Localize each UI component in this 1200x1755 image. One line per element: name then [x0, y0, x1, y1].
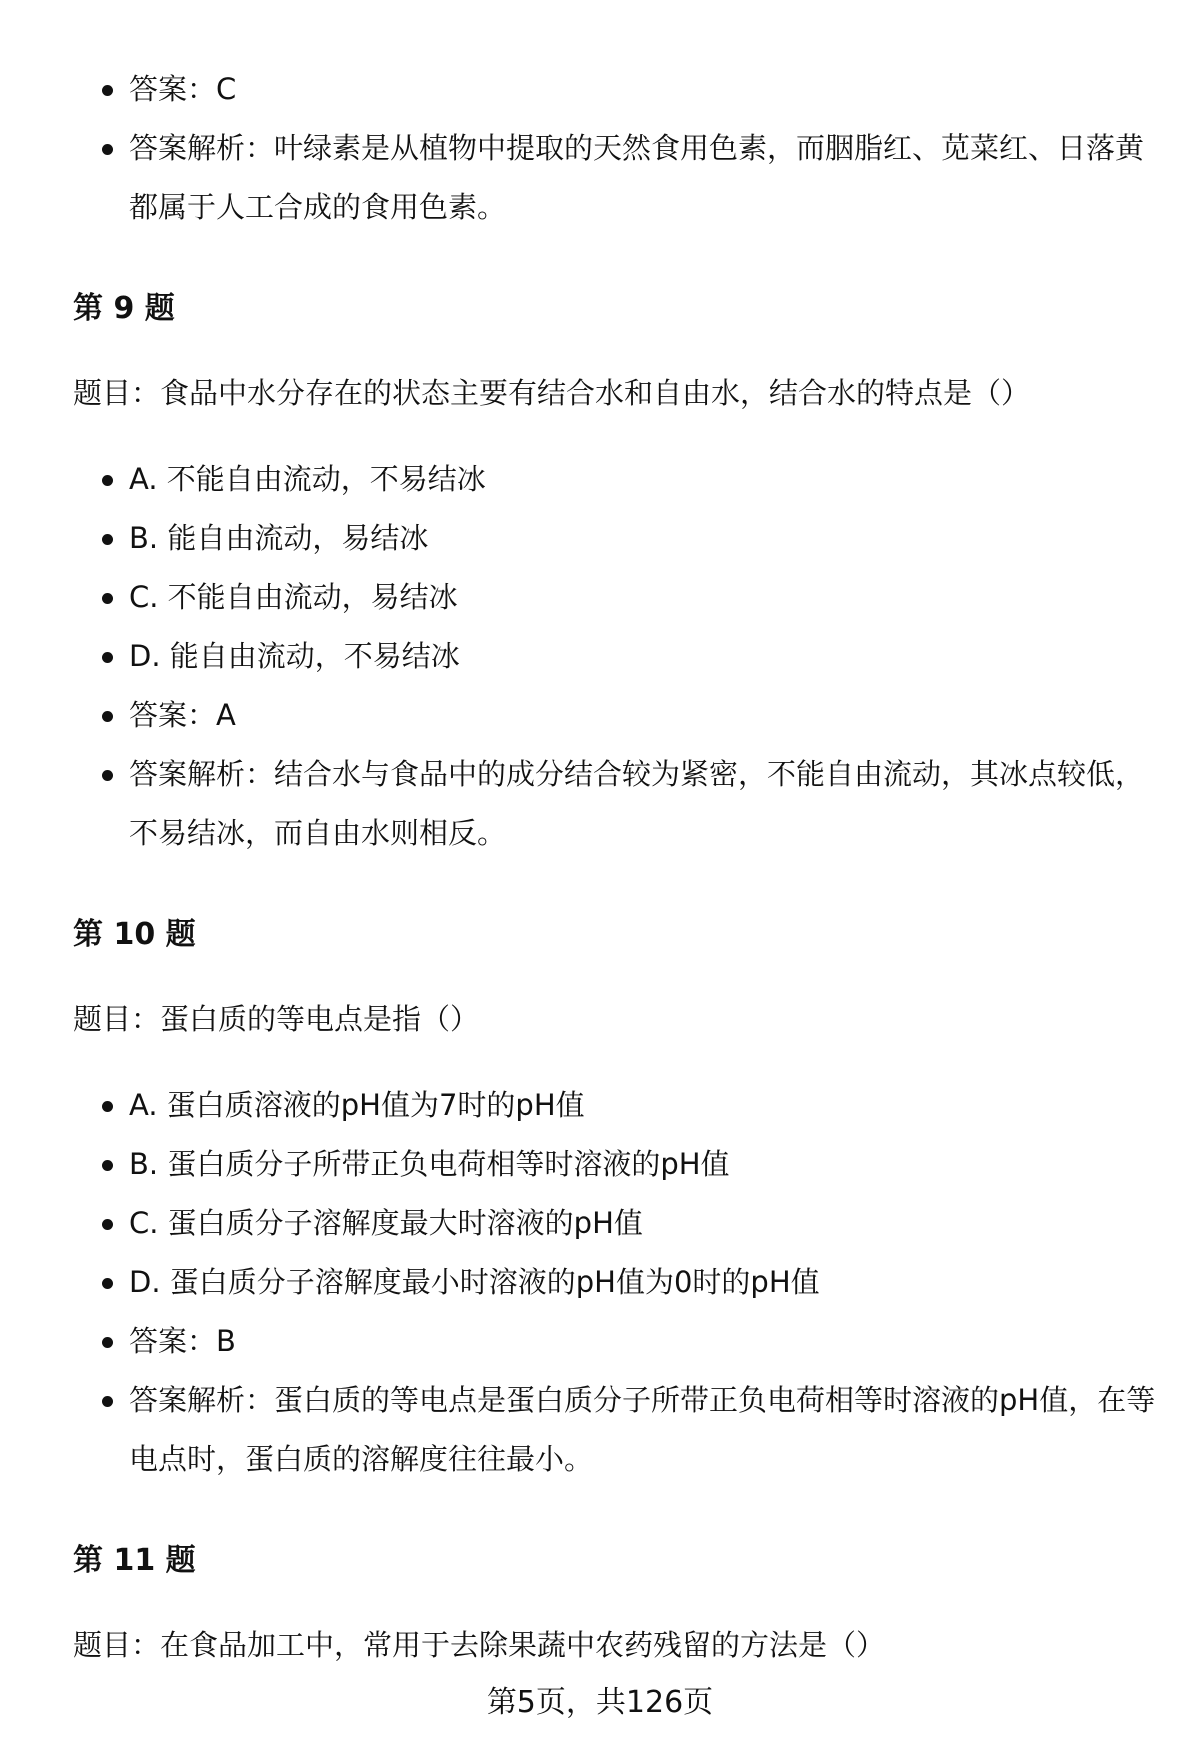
- question-heading: 第 11 题: [73, 1543, 196, 1578]
- option-c: C. 不能自由流动，易结冰: [73, 568, 1163, 627]
- option-a: A. 蛋白质溶液的pH值为7时的pH值: [73, 1076, 1163, 1135]
- question-heading: 第 9 题: [73, 291, 175, 326]
- page-footer: 第5页，共126页: [486, 1685, 714, 1720]
- question-prompt: 题目：食品中水分存在的状态主要有结合水和自由水，结合水的特点是（）: [73, 376, 1031, 410]
- answer: 答案：A: [73, 686, 1163, 745]
- option-a: A. 不能自由流动，不易结冰: [73, 450, 1163, 509]
- option-list: [73, 450, 1163, 863]
- question-9: [73, 289, 1163, 863]
- option-b: B. 能自由流动，易结冰: [73, 509, 1163, 568]
- answer-explanation: 答案解析：结合水与食品中的成分结合较为紧密，不能自由流动，其冰点较低，不易结冰，而自由水则相反。: [73, 745, 1163, 863]
- option-c: C. 蛋白质分子溶解度最大时溶液的pH值: [73, 1194, 1163, 1253]
- answer: 答案：B: [73, 1312, 1163, 1371]
- intro-list: [73, 60, 1163, 237]
- question-10: [73, 915, 1163, 1489]
- option-b: B. 蛋白质分子所带正负电荷相等时溶液的pH值: [73, 1135, 1163, 1194]
- document-page: [73, 60, 1163, 1702]
- answer-explanation: 答案解析：蛋白质的等电点是蛋白质分子所带正负电荷相等时溶液的pH值，在等电点时，蛋白质的溶解度往往最小。: [73, 1371, 1163, 1489]
- question-prompt: 题目：蛋白质的等电点是指（）: [73, 1002, 480, 1036]
- option-d: D. 蛋白质分子溶解度最小时溶液的pH值为0时的pH值: [73, 1253, 1163, 1312]
- question-prompt: 题目：在食品加工中，常用于去除果蔬中农药残留的方法是（）: [73, 1628, 886, 1662]
- question-11: [73, 1541, 1163, 1665]
- list-item: 答案解析：叶绿素是从植物中提取的天然食用色素，而胭脂红、苋菜红、日落黄都属于人工合成的食用色素。: [73, 119, 1163, 237]
- option-list: [73, 1076, 1163, 1489]
- question-heading: 第 10 题: [73, 917, 196, 952]
- list-item: 答案：C: [73, 60, 1163, 119]
- option-d: D. 能自由流动，不易结冰: [73, 627, 1163, 686]
